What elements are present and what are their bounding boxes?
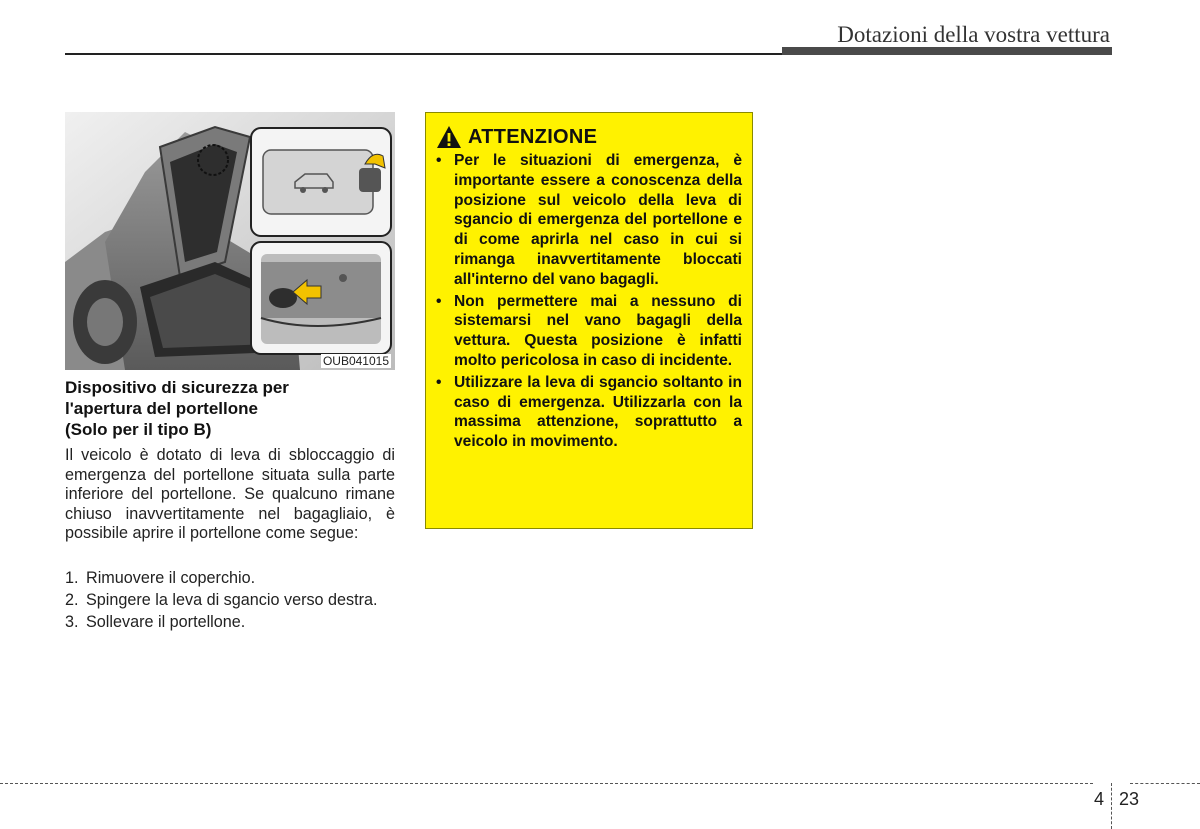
section-heading bbox=[65, 377, 395, 440]
footer-divider bbox=[1111, 783, 1112, 829]
figure-code: OUB041015 bbox=[322, 354, 389, 368]
warning-list bbox=[436, 151, 742, 452]
warning-item-text: Per le situazioni di emergenza, è importante essere a conoscenza della posizione sul veicolo della leva di sgancio di emergenza del portellone e di come aprirla nel caso in cui si rimanga inavvertitamente bloccati all'interno del vano bagagli. bbox=[454, 152, 742, 288]
warning-item bbox=[436, 373, 742, 452]
footer-rule-right bbox=[1130, 783, 1200, 784]
section-heading-line-1: Dispositivo di sicurezza per bbox=[65, 378, 289, 397]
tailgate-illustration bbox=[65, 112, 395, 370]
step-text: Rimuovere il coperchio. bbox=[86, 569, 256, 587]
bullet-icon: • bbox=[436, 152, 442, 169]
page-header-title: Dotazioni della vostra vettura bbox=[837, 22, 1110, 47]
section-heading-line-2: l'apertura del portellone bbox=[65, 399, 258, 418]
warning-item-text: Non permettere mai a nessuno di sistemarsi nel vano bagagli della vettura. Questa posizione è infatti molto pericolosa in caso di incidente. bbox=[454, 292, 742, 369]
procedure-step bbox=[65, 569, 395, 589]
section-heading-line-3: (Solo per il tipo B) bbox=[65, 420, 212, 439]
procedure-steps bbox=[65, 569, 395, 635]
footer-rule bbox=[0, 783, 1093, 784]
bullet-icon: • bbox=[436, 373, 442, 391]
warning-item-text: Utilizzare la leva di sgancio soltanto in caso di emergenza. Utilizzarla con la massima attenzione, soprattutto a veicolo in movimento. bbox=[454, 373, 742, 451]
procedure-step bbox=[65, 613, 395, 633]
step-number: 3. bbox=[65, 613, 79, 632]
warning-item bbox=[436, 292, 742, 371]
procedure-step bbox=[65, 591, 395, 611]
section-body-paragraph: Il veicolo è dotato di leva di sbloccaggio di emergenza del portellone situata sulla parte inferiore del portellone. Se qualcuno rimane chiuso inavvertitamente nel bagagliaio, è possibile aprire il portellone come segue: bbox=[65, 446, 395, 543]
warning-header bbox=[436, 125, 742, 149]
page-number: 23 bbox=[1119, 789, 1140, 809]
warning-box bbox=[425, 112, 753, 529]
step-text: Spingere la leva di sgancio verso destra. bbox=[86, 591, 378, 610]
header-rule bbox=[65, 53, 785, 55]
car-tailgate-drawing bbox=[65, 112, 395, 370]
warning-title: ATTENZIONE bbox=[468, 125, 598, 148]
step-text: Sollevare il portellone. bbox=[86, 613, 246, 632]
bullet-icon: • bbox=[436, 292, 442, 310]
warning-triangle-icon bbox=[436, 125, 462, 149]
warning-item bbox=[436, 151, 742, 290]
step-number: 2. bbox=[65, 591, 79, 610]
step-number: 1. bbox=[65, 569, 79, 587]
chapter-number: 4 bbox=[1094, 789, 1105, 809]
header-rule-thick bbox=[782, 47, 1112, 55]
